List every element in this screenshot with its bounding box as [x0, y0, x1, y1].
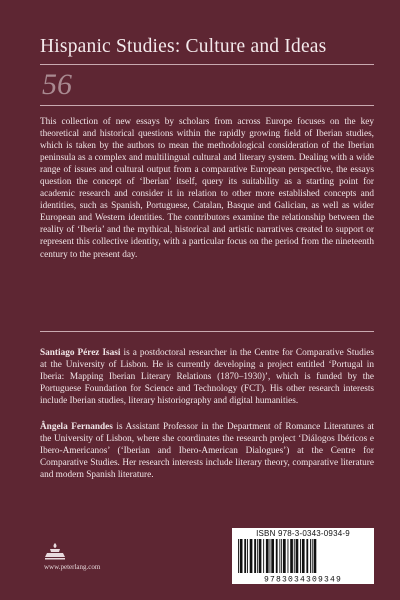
barcode-bar [257, 539, 258, 573]
barcode-bar [294, 539, 295, 573]
barcode-bar [302, 539, 305, 573]
barcode-bar [312, 539, 313, 573]
barcode-graphic [236, 539, 370, 583]
barcode-bar [281, 539, 282, 573]
lower-divider [40, 331, 374, 332]
barcode-bar [263, 539, 264, 573]
barcode-bar [306, 539, 308, 573]
peter-lang-logo-icon [44, 542, 66, 565]
barcode-digits: 9783034309349 [263, 575, 343, 583]
barcode-bar [259, 539, 262, 573]
volume-number: 56 [42, 68, 72, 101]
barcode-bar [296, 539, 299, 573]
barcode-bar [314, 539, 317, 573]
editor-name-1: Santiago Pérez Isasi [40, 348, 121, 358]
barcode-bar [247, 539, 248, 573]
isbn-barcode [232, 528, 374, 584]
barcode-bar [283, 539, 286, 573]
barcode-bar [266, 539, 269, 573]
publisher-url[interactable]: www.peterlang.com [44, 563, 101, 571]
barcode-bar [270, 539, 271, 573]
book-description: This collection of new essays by scholars from across Europe focuses on the key theoretical and historical questions within the rapidly growing field of Iberian studies, which is taken by the authors to mean the methodological consideration of the Iberian peninsula as a complex and multilingual cultural and literary system. Dealing with a wide range of issues and cultural output from a comparative European perspective, the essays question the concept of ‘Iberian’ itself, query its suitability as a starting point for academic research and consider it in relation to other more established concepts and identities, such as Spanish, Portuguese, Catalan, Basque and Galician, as well as wider European and Western identities. The contributors examine the relationship between the reality of ‘Iberia’ and the mythical, historical and artistic narratives created to support or represent this collective identity, with a particular focus on the period from the nineteenth century to the present day. [40, 117, 374, 260]
top-divider [40, 64, 374, 65]
barcode-bar [300, 539, 301, 573]
barcode-bar [254, 539, 256, 573]
barcode-bar [288, 539, 289, 573]
barcode-bar [290, 539, 293, 573]
barcode-bar [250, 539, 253, 573]
middle-divider [40, 105, 374, 106]
barcode-bar [279, 539, 280, 573]
editor-bio-1 [40, 347, 374, 407]
barcode-bar [271, 539, 274, 573]
barcode-bar [244, 539, 246, 573]
barcode-bar [310, 539, 311, 573]
isbn-label: ISBN 978-3-0343-0934-9 [256, 529, 350, 538]
editor-name-2: Ângela Fernandes [40, 422, 113, 432]
editor-bio-text-1: is a postdoctoral researcher in the Centre for Comparative Studies at the University of Lisbon. He is currently developing a project entitled ‘Portugal in Iberia: Mapping Iberian Literary Relations (1870–1930)’, which is funded by the Portuguese Foundation for Science and Technology (FCT). His other research interests include Iberian studies, literary historiography and digital humanities. [40, 348, 375, 407]
editor-bio-2 [40, 421, 374, 481]
editor-bio-text-2: is Assistant Professor in the Department of Romance Literatures at the University of Lisbon, where she coordinates the research project ‘Diálogos Ibéricos e Ibero-Americanos’ (‘Iberian and Ibero-American Dialogues’) at the Centre for Comparative Studies. Her research interests include literary theory, comparative literature and modern Spanish literature. [40, 422, 374, 481]
barcode-bar [276, 539, 278, 573]
series-title: Hispanic Studies: Culture and Ideas [40, 36, 327, 57]
barcode-bar [238, 539, 239, 573]
barcode-bar [240, 539, 243, 573]
